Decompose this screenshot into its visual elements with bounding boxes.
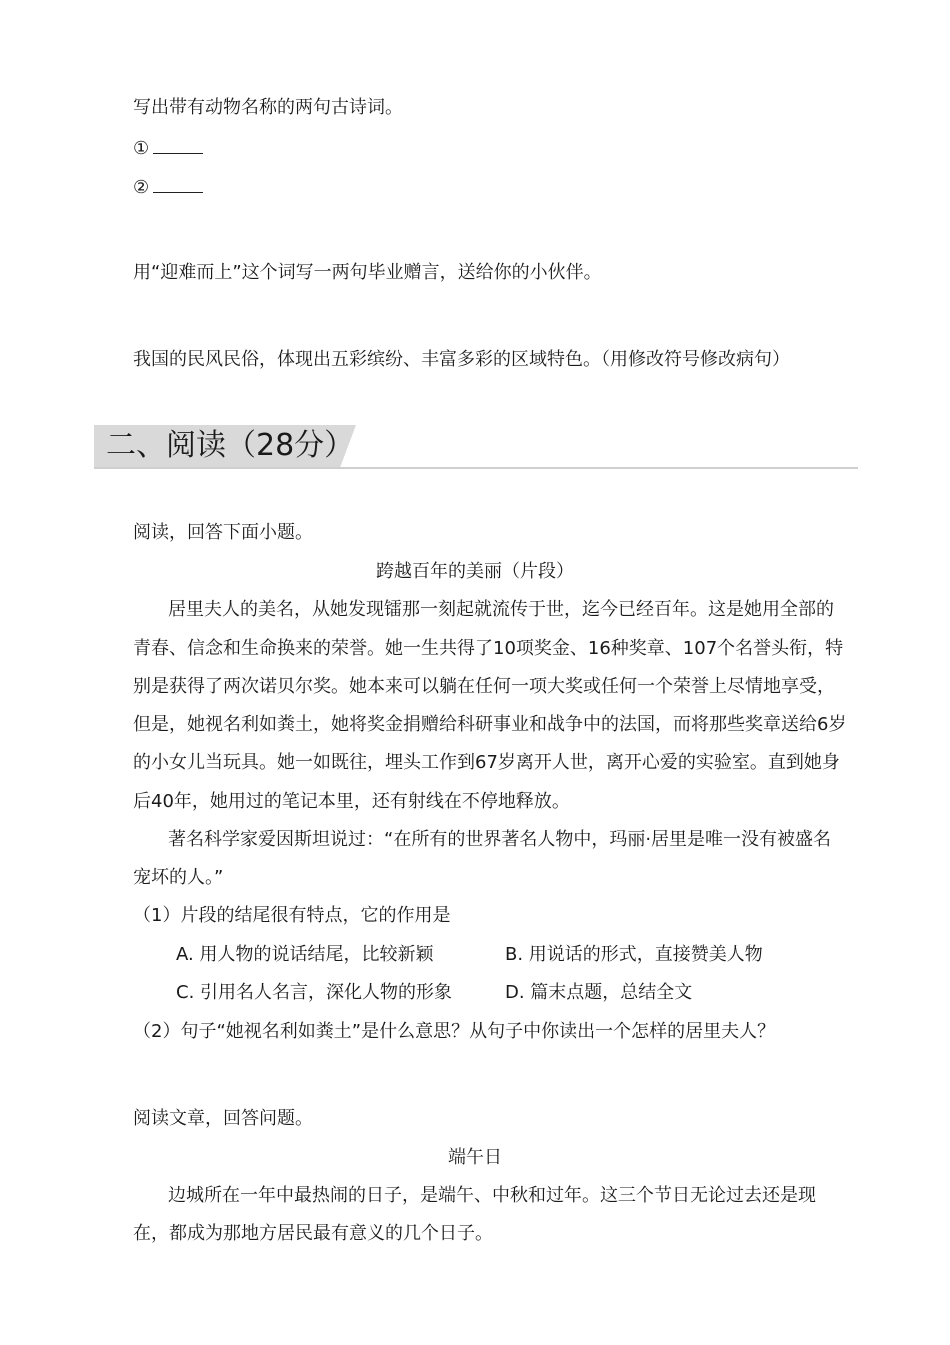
option-b[interactable]: B. 用说话的形式，直接赞美人物 bbox=[505, 944, 763, 965]
reading1-p1-line: 后40年，她用过的笔记本里，还有射线在不停地释放。 bbox=[133, 791, 570, 812]
poem-question-prompt: 写出带有动物名称的两句古诗词。 bbox=[133, 97, 403, 118]
reading2-p1-line: 边城所在一年中最热闹的日子，是端午、中秋和过年。这三个节日无论过去还是现 bbox=[168, 1185, 816, 1206]
farewell-question: 用“迎难而上”这个词写一两句毕业赠言，送给你的小伙伴。 bbox=[133, 262, 602, 283]
reading1-p1-line: 的小女儿当玩具。她一如既往，埋头工作到67岁离开人世，离开心爱的实验室。直到她身 bbox=[133, 752, 840, 773]
reading1-question-2: （2）句子“她视名利如粪土”是什么意思？从句子中你读出一个怎样的居里夫人？ bbox=[133, 1021, 776, 1042]
reading2-instruction: 阅读文章，回答问题。 bbox=[133, 1108, 313, 1129]
option-d[interactable]: D. 篇末点题，总结全文 bbox=[505, 982, 693, 1003]
option-a[interactable]: A. 用人物的说话结尾，比较新颖 bbox=[176, 944, 434, 965]
sentence-correction-question: 我国的民风民俗，体现出五彩缤纷、丰富多彩的区域特色。（用修改符号修改病句） bbox=[133, 349, 790, 370]
reading1-instruction: 阅读，回答下面小题。 bbox=[133, 522, 313, 543]
section-2-banner bbox=[94, 425, 858, 469]
section-banner-rule bbox=[94, 467, 858, 469]
reading1-p1-line: 青春、信念和生命换来的荣誉。她一生共得了10项奖金、16种奖章、107个名誉头衔，特 bbox=[133, 638, 844, 659]
reading1-p1-line: 但是，她视名利如粪土，她将奖金捐赠给科研事业和战争中的法国，而将那些奖章送给6岁 bbox=[133, 714, 847, 735]
reading1-p2-line: 宠坏的人。” bbox=[133, 867, 224, 888]
reading2-p1-line: 在，都成为那地方居民最有意义的几个日子。 bbox=[133, 1223, 493, 1244]
reading2-title: 端午日 bbox=[448, 1147, 502, 1168]
section-2-title: 二、阅读（28分） bbox=[106, 428, 355, 463]
poem-answer-1 bbox=[133, 137, 203, 161]
reading1-p1-line: 别是获得了两次诺贝尔奖。她本来可以躺在任何一项大奖或任何一个荣誉上尽情地享受， bbox=[133, 676, 835, 697]
answer-blank-1[interactable] bbox=[153, 141, 203, 154]
reading1-question-1: （1）片段的结尾很有特点，它的作用是 bbox=[133, 905, 451, 926]
circle-number-1: ① bbox=[133, 138, 150, 159]
option-c[interactable]: C. 引用名人名言，深化人物的形象 bbox=[176, 982, 453, 1003]
answer-blank-2[interactable] bbox=[153, 180, 203, 193]
reading1-p1-line: 居里夫人的美名，从她发现镭那一刻起就流传于世，迄今已经百年。这是她用全部的 bbox=[168, 599, 834, 620]
circle-number-2: ② bbox=[133, 177, 150, 198]
poem-answer-2 bbox=[133, 176, 203, 200]
reading1-title: 跨越百年的美丽（片段） bbox=[376, 561, 574, 582]
reading1-p2-line: 著名科学家爱因斯坦说过：“在所有的世界著名人物中，玛丽·居里是唯一没有被盛名 bbox=[168, 829, 832, 850]
